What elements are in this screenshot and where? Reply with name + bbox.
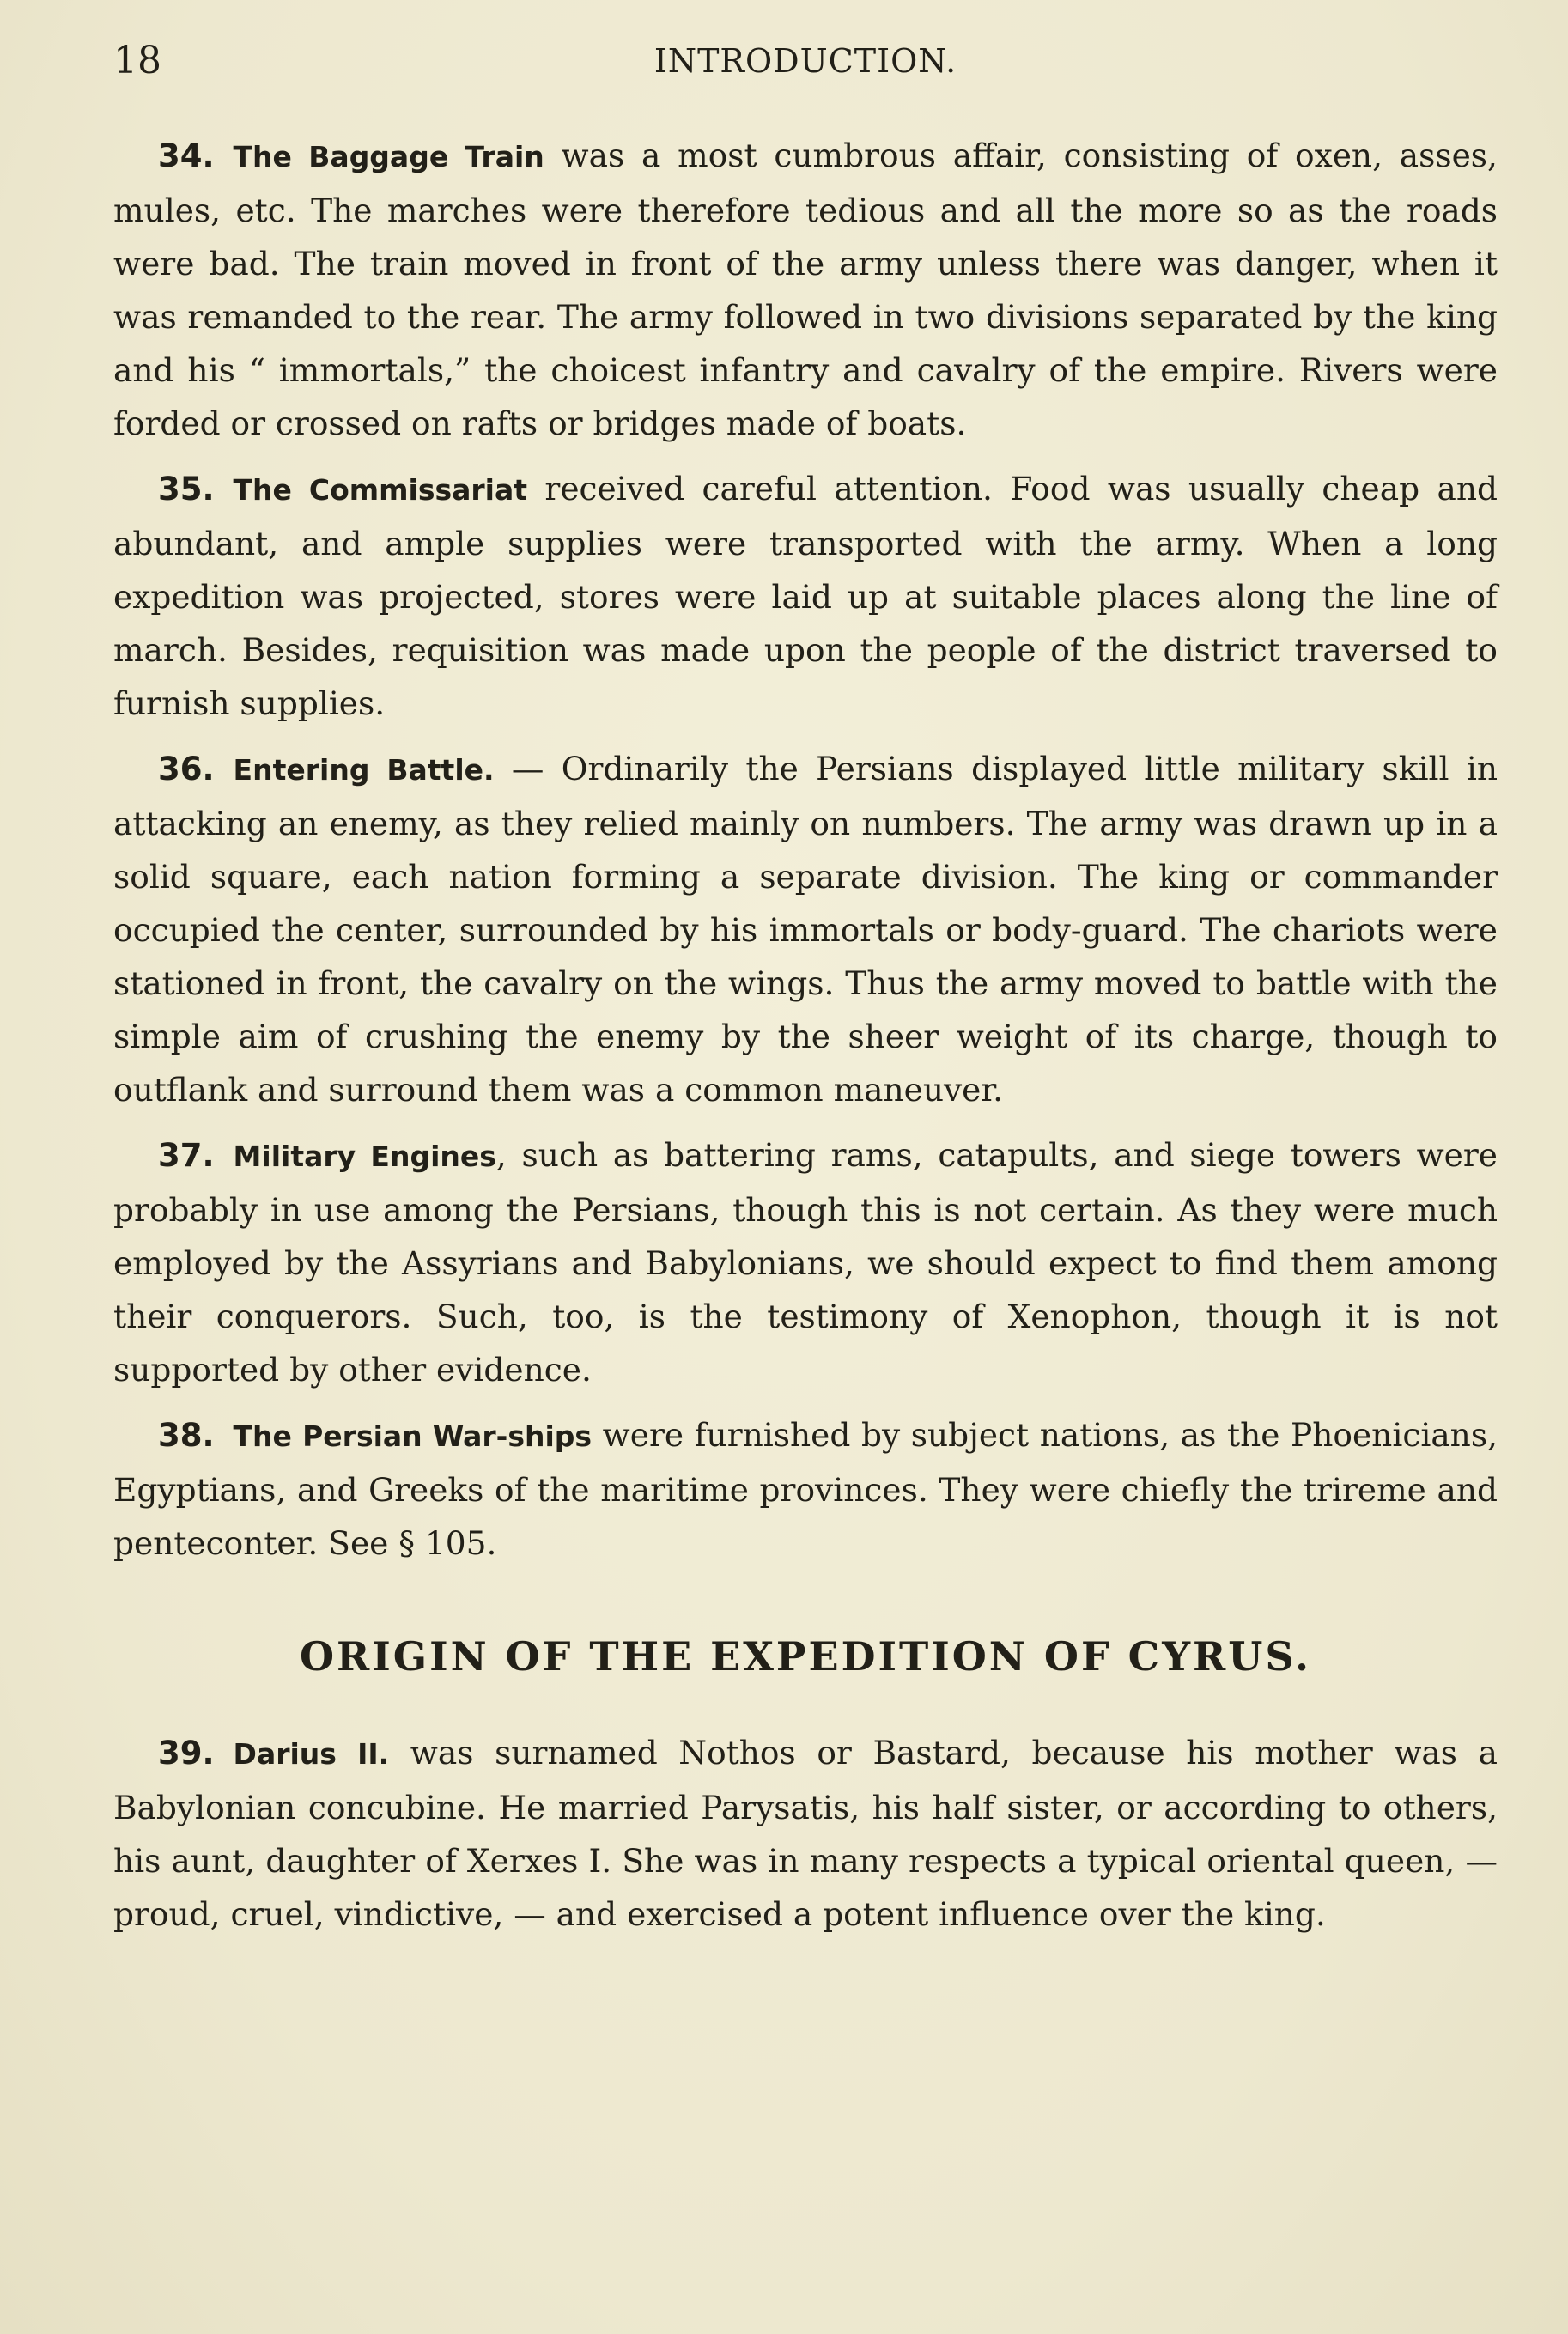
paragraph-lead: The Commissariat	[233, 473, 528, 507]
section-heading: ORIGIN OF THE EXPEDITION OF CYRUS.	[299, 1633, 1311, 1680]
paragraph-34	[113, 129, 1498, 450]
paragraph-number: 37.	[158, 1137, 215, 1174]
paragraph-text: was surnamed Nothos or Bastard, because his mother was a Babylonian concubine. He married Parysatis, his half sister, or according to others, his aunt, daughter of Xerxes I. She was in many respects a typical oriental queen, — proud, cruel, vindictive, — and exercised a potent influence over the king.	[113, 1734, 1498, 1933]
paragraph-number: 36.	[158, 751, 215, 787]
paragraph-number: 35.	[158, 471, 215, 508]
paragraph-39	[113, 1726, 1498, 1941]
paragraph-lead: Darius II.	[233, 1737, 390, 1771]
body-text	[113, 129, 1498, 1953]
running-title: INTRODUCTION.	[653, 42, 957, 80]
paragraph-text: — Ordinarily the Persians displayed little military skill in attacking an enemy, as they relied mainly on numbers. The army was drawn up in a solid square, each nation forming a separate division. The king or commander occupied the center, surrounded by his immortals or body-guard. The chariots were stationed in front, the cavalry on the wings. Thus the army moved to battle with the simple aim of crushing the enemy by the sheer weight of its charge, though to outflank and surround them was a common maneuver.	[113, 750, 1498, 1109]
page-number: 18	[113, 39, 161, 82]
paragraph-number: 38.	[158, 1417, 215, 1454]
paragraph-text: was a most cumbrous affair, consisting of oxen, asses, mules, etc. The marches were therefore tedious and all the more so as the roads were bad. The train moved in front of the army unless there was danger, when it was remanded to the rear. The army followed in two divisions separated by the king and his “ immortals,” the choicest infantry and cavalry of the empire. Rivers were forded or crossed on rafts or bridges made of boats.	[113, 137, 1498, 442]
paragraph-number: 34.	[158, 137, 215, 174]
paragraph-lead: Military Engines	[233, 1140, 496, 1173]
paragraph-lead: The Baggage Train	[233, 140, 544, 173]
paragraph-lead: Entering Battle.	[233, 753, 495, 787]
running-head	[113, 31, 1498, 91]
paragraph-38	[113, 1408, 1498, 1570]
paragraph-text: received careful attention. Food was usually cheap and abundant, and ample supplies were transported with the army. When a long expedition was projected, stores were laid up at suitable places along the line of march. Besides, requisition was made upon the people of the district traversed to furnish supplies.	[113, 470, 1498, 722]
paragraph-text: were furnished by subject nations, as the Phoenicians, Egyptians, and Greeks of the maritime provinces. They were chiefly the trireme and penteconter. See § 105.	[113, 1416, 1498, 1562]
paragraph-36	[113, 742, 1498, 1116]
paragraph-35	[113, 462, 1498, 730]
paragraph-37	[113, 1128, 1498, 1396]
paragraph-text: , such as battering rams, catapults, and siege towers were probably in use among the Persians, though this is not certain. As they were much employed by the Assyrians and Babylonians, we should expect to find them among their conquerors. Such, too, is the testimony of Xenophon, though it is not supported by other evidence.	[113, 1136, 1498, 1389]
paragraph-lead: The Persian War-ships	[233, 1419, 593, 1453]
paragraph-number: 39.	[158, 1735, 215, 1772]
